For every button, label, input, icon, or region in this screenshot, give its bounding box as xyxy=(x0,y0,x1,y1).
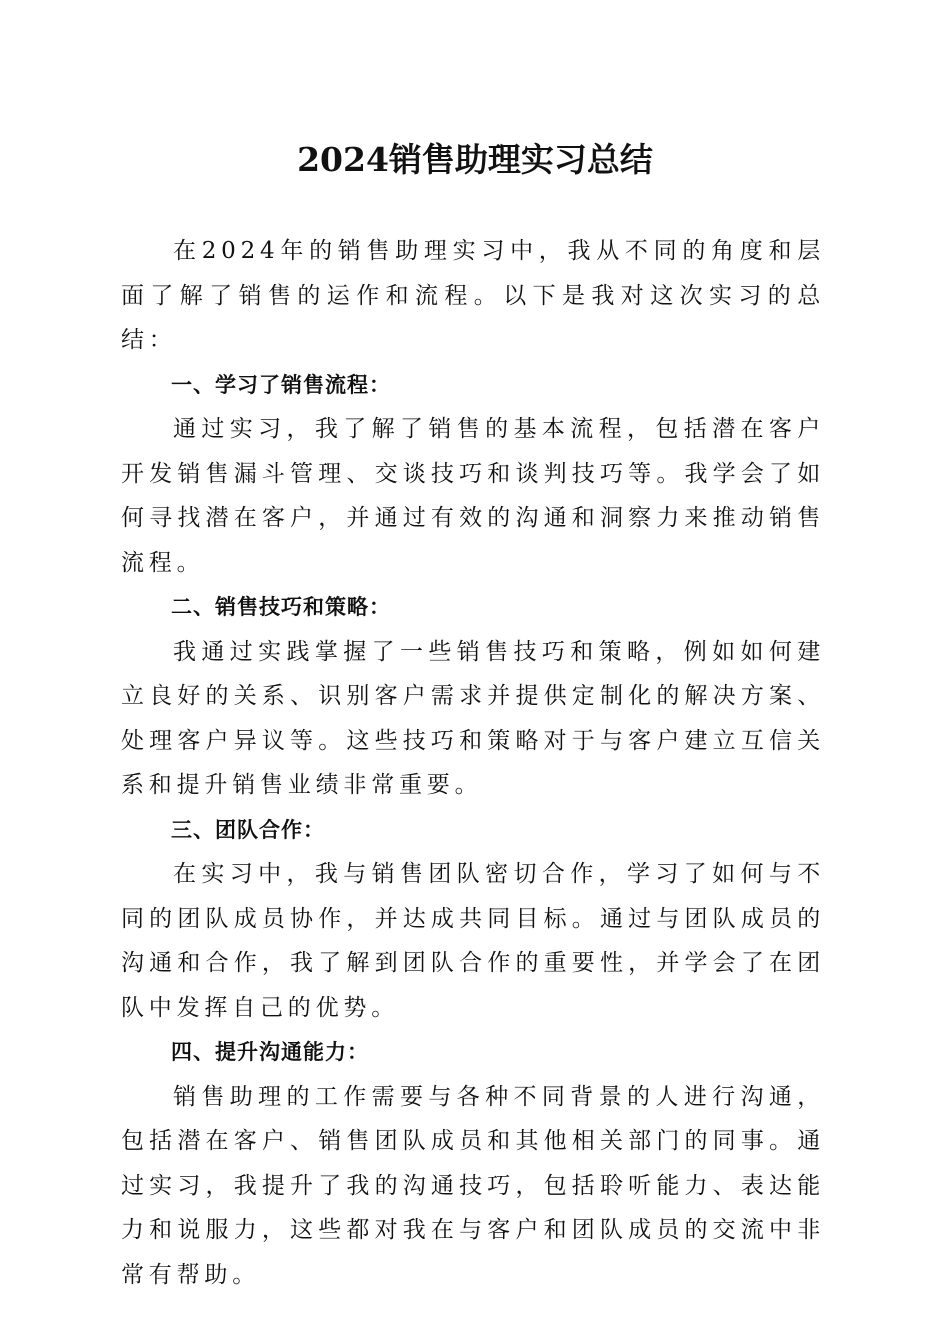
section-3 xyxy=(121,808,825,1031)
section-heading: 三、团队合作： xyxy=(171,817,325,842)
section-paragraph: 通过实习，我了解了销售的基本流程，包括潜在客户开发销售漏斗管理、交谈技巧和谈判技巧等。我学会了如何寻找潜在客户，并通过有效的沟通和洞察力来推动销售流程。 xyxy=(121,416,825,576)
section-heading: 一、学习了销售流程： xyxy=(171,372,391,397)
section-paragraph: 销售助理的工作需要与各种不同背景的人进行沟通，包括潜在客户、销售团队成员和其他相关部门的同事。通过实习，我提升了我的沟通技巧，包括聆听能力、表达能力和说服力，这些都对我在与客户和团队成员的交流中非常有帮助。 xyxy=(121,1083,825,1288)
section-heading: 四、提升沟通能力： xyxy=(171,1040,369,1064)
section-heading: 二、销售技巧和策略： xyxy=(171,595,391,619)
section-4 xyxy=(121,1030,825,1297)
document-title: 2024销售助理实习总结 xyxy=(297,140,653,179)
section-paragraph: 在实习中，我与销售团队密切合作，学习了如何与不同的团队成员协作，并达成共同目标。通过与团队成员的沟通和合作，我了解到团队合作的重要性，并学会了在团队中发挥自己的优势。 xyxy=(121,861,825,1021)
section-2 xyxy=(121,585,825,808)
document-body xyxy=(121,229,825,1297)
section-paragraph: 我通过实践掌握了一些销售技巧和策略，例如如何建立良好的关系、识别客户需求并提供定制化的解决方案、处理客户异议等。这些技巧和策略对于与客户建立互信关系和提升销售业绩非常重要。 xyxy=(121,638,825,798)
intro-paragraph: 在2024年的销售助理实习中，我从不同的角度和层面了解了销售的运作和流程。以下是我对这次实习的总结： xyxy=(121,238,825,353)
section-1 xyxy=(121,363,825,586)
